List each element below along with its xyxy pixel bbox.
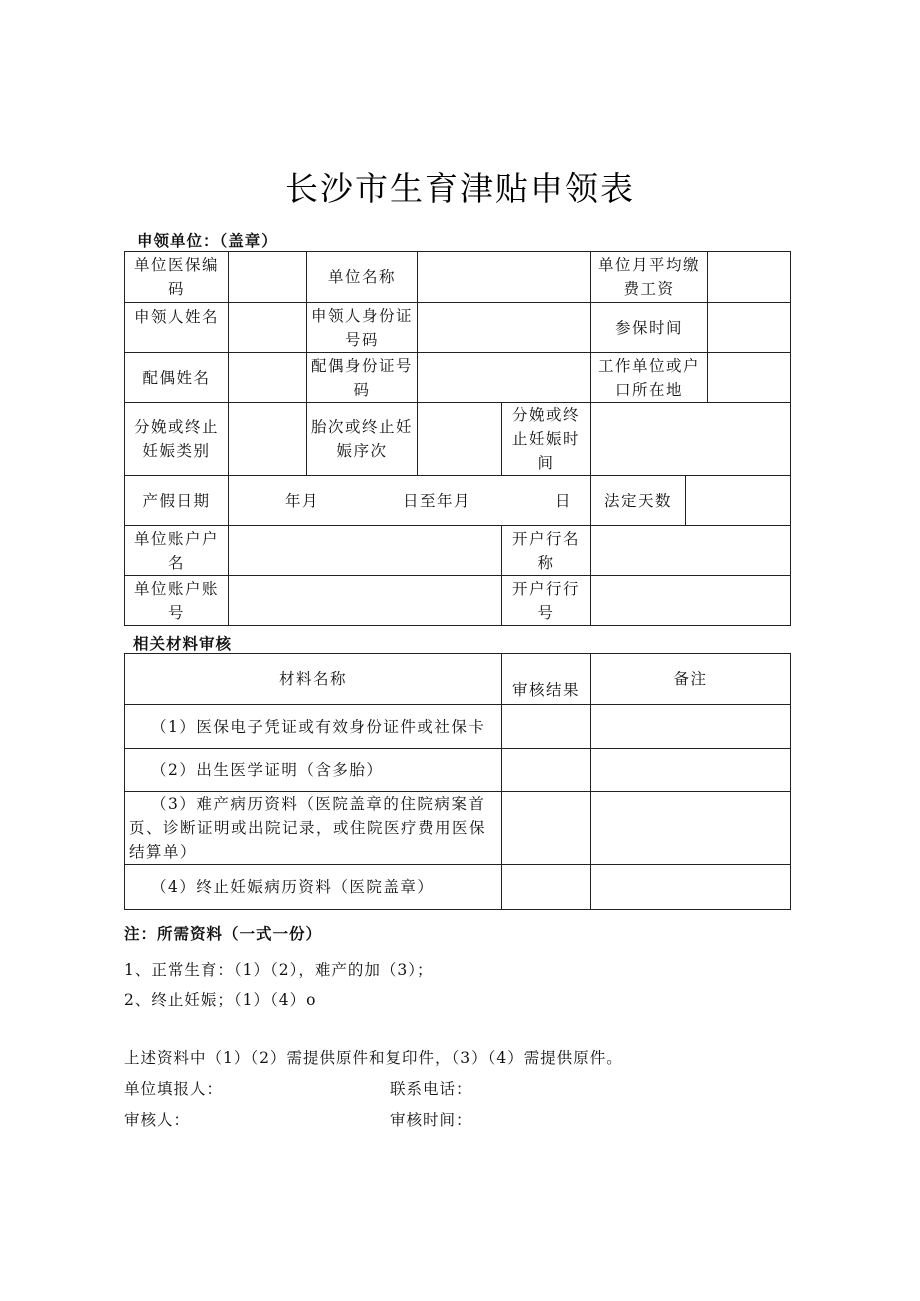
delivery-type-label: 分娩或终止妊娠类别: [125, 403, 229, 476]
applicant-id-label: 申领人身份证号码: [307, 303, 418, 353]
bank-no-field[interactable]: [591, 576, 791, 626]
leave-date-end: 日: [554, 491, 572, 510]
monthly-wage-field[interactable]: [708, 252, 791, 303]
col-note-header: 备注: [591, 654, 791, 705]
unit-code-label: 单位医保编码: [125, 252, 229, 303]
applicant-name-field[interactable]: [229, 303, 307, 353]
spouse-id-label: 配偶身份证号码: [307, 353, 418, 403]
bank-no-label: 开户行行号: [502, 576, 591, 626]
leave-dates[interactable]: [229, 476, 591, 526]
page-title: 长沙市生育津贴申领表: [285, 169, 635, 208]
account-name-label: 单位账户户名: [125, 526, 229, 576]
delivery-time-field[interactable]: [591, 403, 791, 476]
review-result-3[interactable]: [502, 792, 591, 865]
account-no-label: 单位账户账号: [125, 576, 229, 626]
review-table: [124, 653, 791, 910]
bank-name-label: 开户行名称: [502, 526, 591, 576]
spouse-name-label: 配偶姓名: [125, 353, 229, 403]
leave-label: 产假日期: [125, 476, 229, 526]
applicant-name-label: 申领人姓名: [125, 303, 229, 353]
work-unit-label: 工作单位或户口所在地: [591, 353, 708, 403]
spouse-id-field[interactable]: [418, 353, 591, 403]
birth-order-field[interactable]: [418, 403, 502, 476]
notes-line-1: 1、正常生育：（1）（2），难产的加（3）；: [124, 961, 434, 979]
application-form-table: [124, 251, 791, 626]
leave-date-middle: 日至年月: [402, 491, 471, 510]
review-result-1[interactable]: [502, 705, 591, 749]
bank-name-field[interactable]: [591, 526, 791, 576]
spouse-name-field[interactable]: [229, 353, 307, 403]
applicant-unit-label: 申领单位：（盖章）: [137, 231, 278, 250]
review-time-label: 审核时间：: [390, 1111, 473, 1129]
review-row-2: （2）出生医学证明（含多胎）: [125, 749, 502, 792]
delivery-time-label: 分娩或终止妊娠时间: [502, 403, 591, 476]
unit-name-label: 单位名称: [307, 252, 418, 303]
review-row-1: （1）医保电子凭证或有效身份证件或社保卡: [125, 705, 502, 749]
review-row-4: （4）终止妊娠病历资料（医院盖章）: [125, 865, 502, 910]
work-unit-field[interactable]: [708, 353, 791, 403]
reviewer-label: 审核人：: [124, 1111, 191, 1129]
delivery-type-field[interactable]: [229, 403, 307, 476]
review-heading: 相关材料审核: [133, 634, 233, 653]
legal-days-field[interactable]: [686, 476, 791, 526]
review-note-1[interactable]: [591, 705, 791, 749]
legal-days-label: 法定天数: [591, 476, 686, 526]
review-note-2[interactable]: [591, 749, 791, 792]
account-no-field[interactable]: [229, 576, 502, 626]
insured-time-label: 参保时间: [591, 303, 708, 353]
filler-label: 单位填报人：: [124, 1080, 224, 1098]
applicant-id-field[interactable]: [418, 303, 591, 353]
account-name-field[interactable]: [229, 526, 502, 576]
unit-code-field[interactable]: [229, 252, 307, 303]
leave-date-start: 年月: [285, 491, 320, 510]
review-result-4[interactable]: [502, 865, 591, 910]
notes-line-3: 上述资料中（1）（2）需提供原件和复印件，（3）（4）需提供原件。: [124, 1049, 623, 1067]
insured-time-field[interactable]: [708, 303, 791, 353]
monthly-wage-label: 单位月平均缴费工资: [591, 252, 708, 303]
review-note-4[interactable]: [591, 865, 791, 910]
notes-heading: 注：所需资料（一式一份）: [124, 924, 323, 943]
review-note-3[interactable]: [591, 792, 791, 865]
review-result-2[interactable]: [502, 749, 591, 792]
phone-label: 联系电话：: [390, 1080, 473, 1098]
notes-line-2: 2、终止妊娠；（1）（4）o: [124, 991, 317, 1009]
review-row-3: （3）难产病历资料（医院盖章的住院病案首页、诊断证明或出院记录，或住院医疗费用医保结算单）: [125, 792, 502, 865]
unit-name-field[interactable]: [418, 252, 591, 303]
col-material-header: 材料名称: [125, 654, 502, 705]
col-result-header: 审核结果: [502, 654, 591, 705]
birth-order-label: 胎次或终止妊娠序次: [307, 403, 418, 476]
